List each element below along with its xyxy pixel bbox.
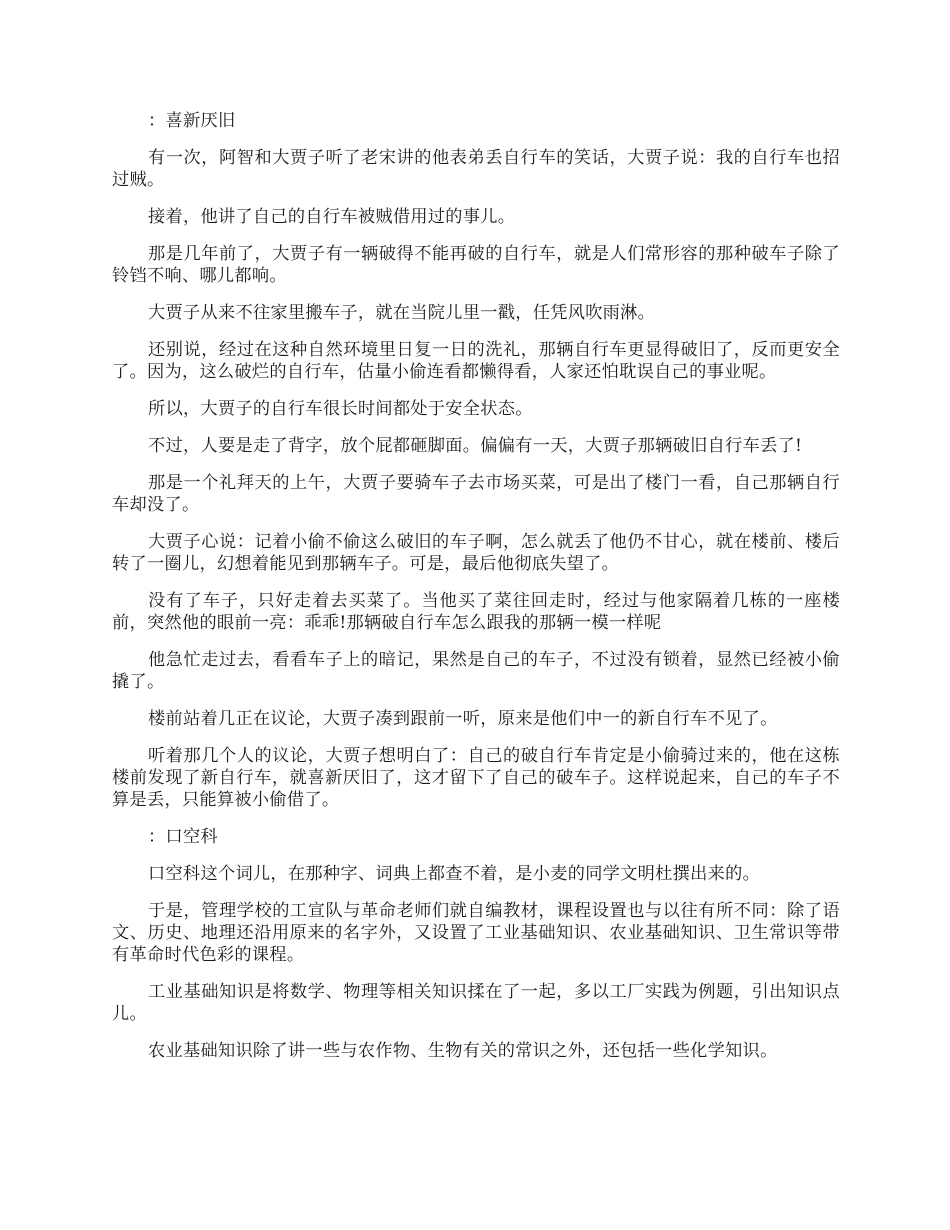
section-heading: ：口空科 bbox=[148, 827, 218, 847]
section-heading: ：喜新厌旧 bbox=[148, 111, 236, 131]
paragraph: 大贾子从来不往家里搬车子，就在当院儿里一戳，任凭风吹雨淋。 bbox=[148, 303, 656, 323]
paragraph: 他急忙走过去，看看车子上的暗记，果然是自己的车子，不过没有锁着，显然已经被小偷撬了。 bbox=[112, 650, 840, 692]
paragraph: 于是，管理学校的工宣队与革命老师们就自编教材，课程设置也与以往有所不同：除了语文、历史、地理还沿用原来的名字外，又设置了工业基础知识、农业基础知识、卫生常识等带有革命时代色彩的课程。 bbox=[112, 901, 840, 965]
paragraph: 那是一个礼拜天的上午，大贾子要骑车子去市场买菜，可是出了楼门一看，自己那辆自行车却没了。 bbox=[112, 473, 840, 515]
paragraph: 不过，人要是走了背字，放个屁都砸脚面。偏偏有一天，大贾子那辆破旧自行车丢了! bbox=[148, 436, 803, 456]
paragraph: 口空科这个词儿，在那种字、词典上都查不着，是小麦的同学文明杜撰出来的。 bbox=[148, 864, 761, 884]
paragraph: 没有了车子，只好走着去买菜了。当他买了菜往回走时，经过与他家隔着几栋的一座楼前，突然他的眼前一亮：乖乖!那辆破自行车怎么跟我的那辆一模一样呢 bbox=[112, 591, 840, 633]
document-page bbox=[112, 110, 840, 1077]
paragraph: 大贾子心说：记着小偷不偷这么破旧的车子啊，怎么就丢了他仍不甘心，就在楼前、楼后转了一圈儿，幻想着能见到那辆车子。可是，最后他彻底失望了。 bbox=[112, 532, 840, 574]
paragraph: 楼前站着几正在议论，大贾子凑到跟前一听，原来是他们中一的新自行车不见了。 bbox=[148, 709, 778, 729]
paragraph: 还别说，经过在这种自然环境里日复一日的洗礼，那辆自行车更显得破旧了，反而更安全了。因为，这么破烂的自行车，估量小偷连看都懒得看，人家还怕耽误自己的事业呢。 bbox=[112, 340, 840, 382]
paragraph: 接着，他讲了自己的自行车被贼借用过的事儿。 bbox=[148, 207, 516, 227]
paragraph: 听着那几个人的议论，大贾子想明白了：自己的破自行车肯定是小偷骑过来的，他在这栋楼前发现了新自行车，就喜新厌旧了，这才留下了自己的破车子。这样说起来，自己的车子不算是丢，只能算被小偷借了。 bbox=[112, 746, 840, 810]
paragraph: 那是几年前了，大贾子有一辆破得不能再破的自行车，就是人们常形容的那种破车子除了铃铛不响、哪儿都响。 bbox=[112, 244, 840, 286]
paragraph: 工业基础知识是将数学、物理等相关知识揉在了一起，多以工厂实践为例题，引出知识点儿。 bbox=[112, 982, 840, 1024]
paragraph: 农业基础知识除了讲一些与农作物、生物有关的常识之外，还包括一些化学知识。 bbox=[148, 1041, 778, 1061]
paragraph: 有一次，阿智和大贾子听了老宋讲的他表弟丢自行车的笑话，大贾子说：我的自行车也招过贼。 bbox=[112, 148, 840, 190]
paragraph: 所以，大贾子的自行车很长时间都处于安全状态。 bbox=[148, 399, 533, 419]
